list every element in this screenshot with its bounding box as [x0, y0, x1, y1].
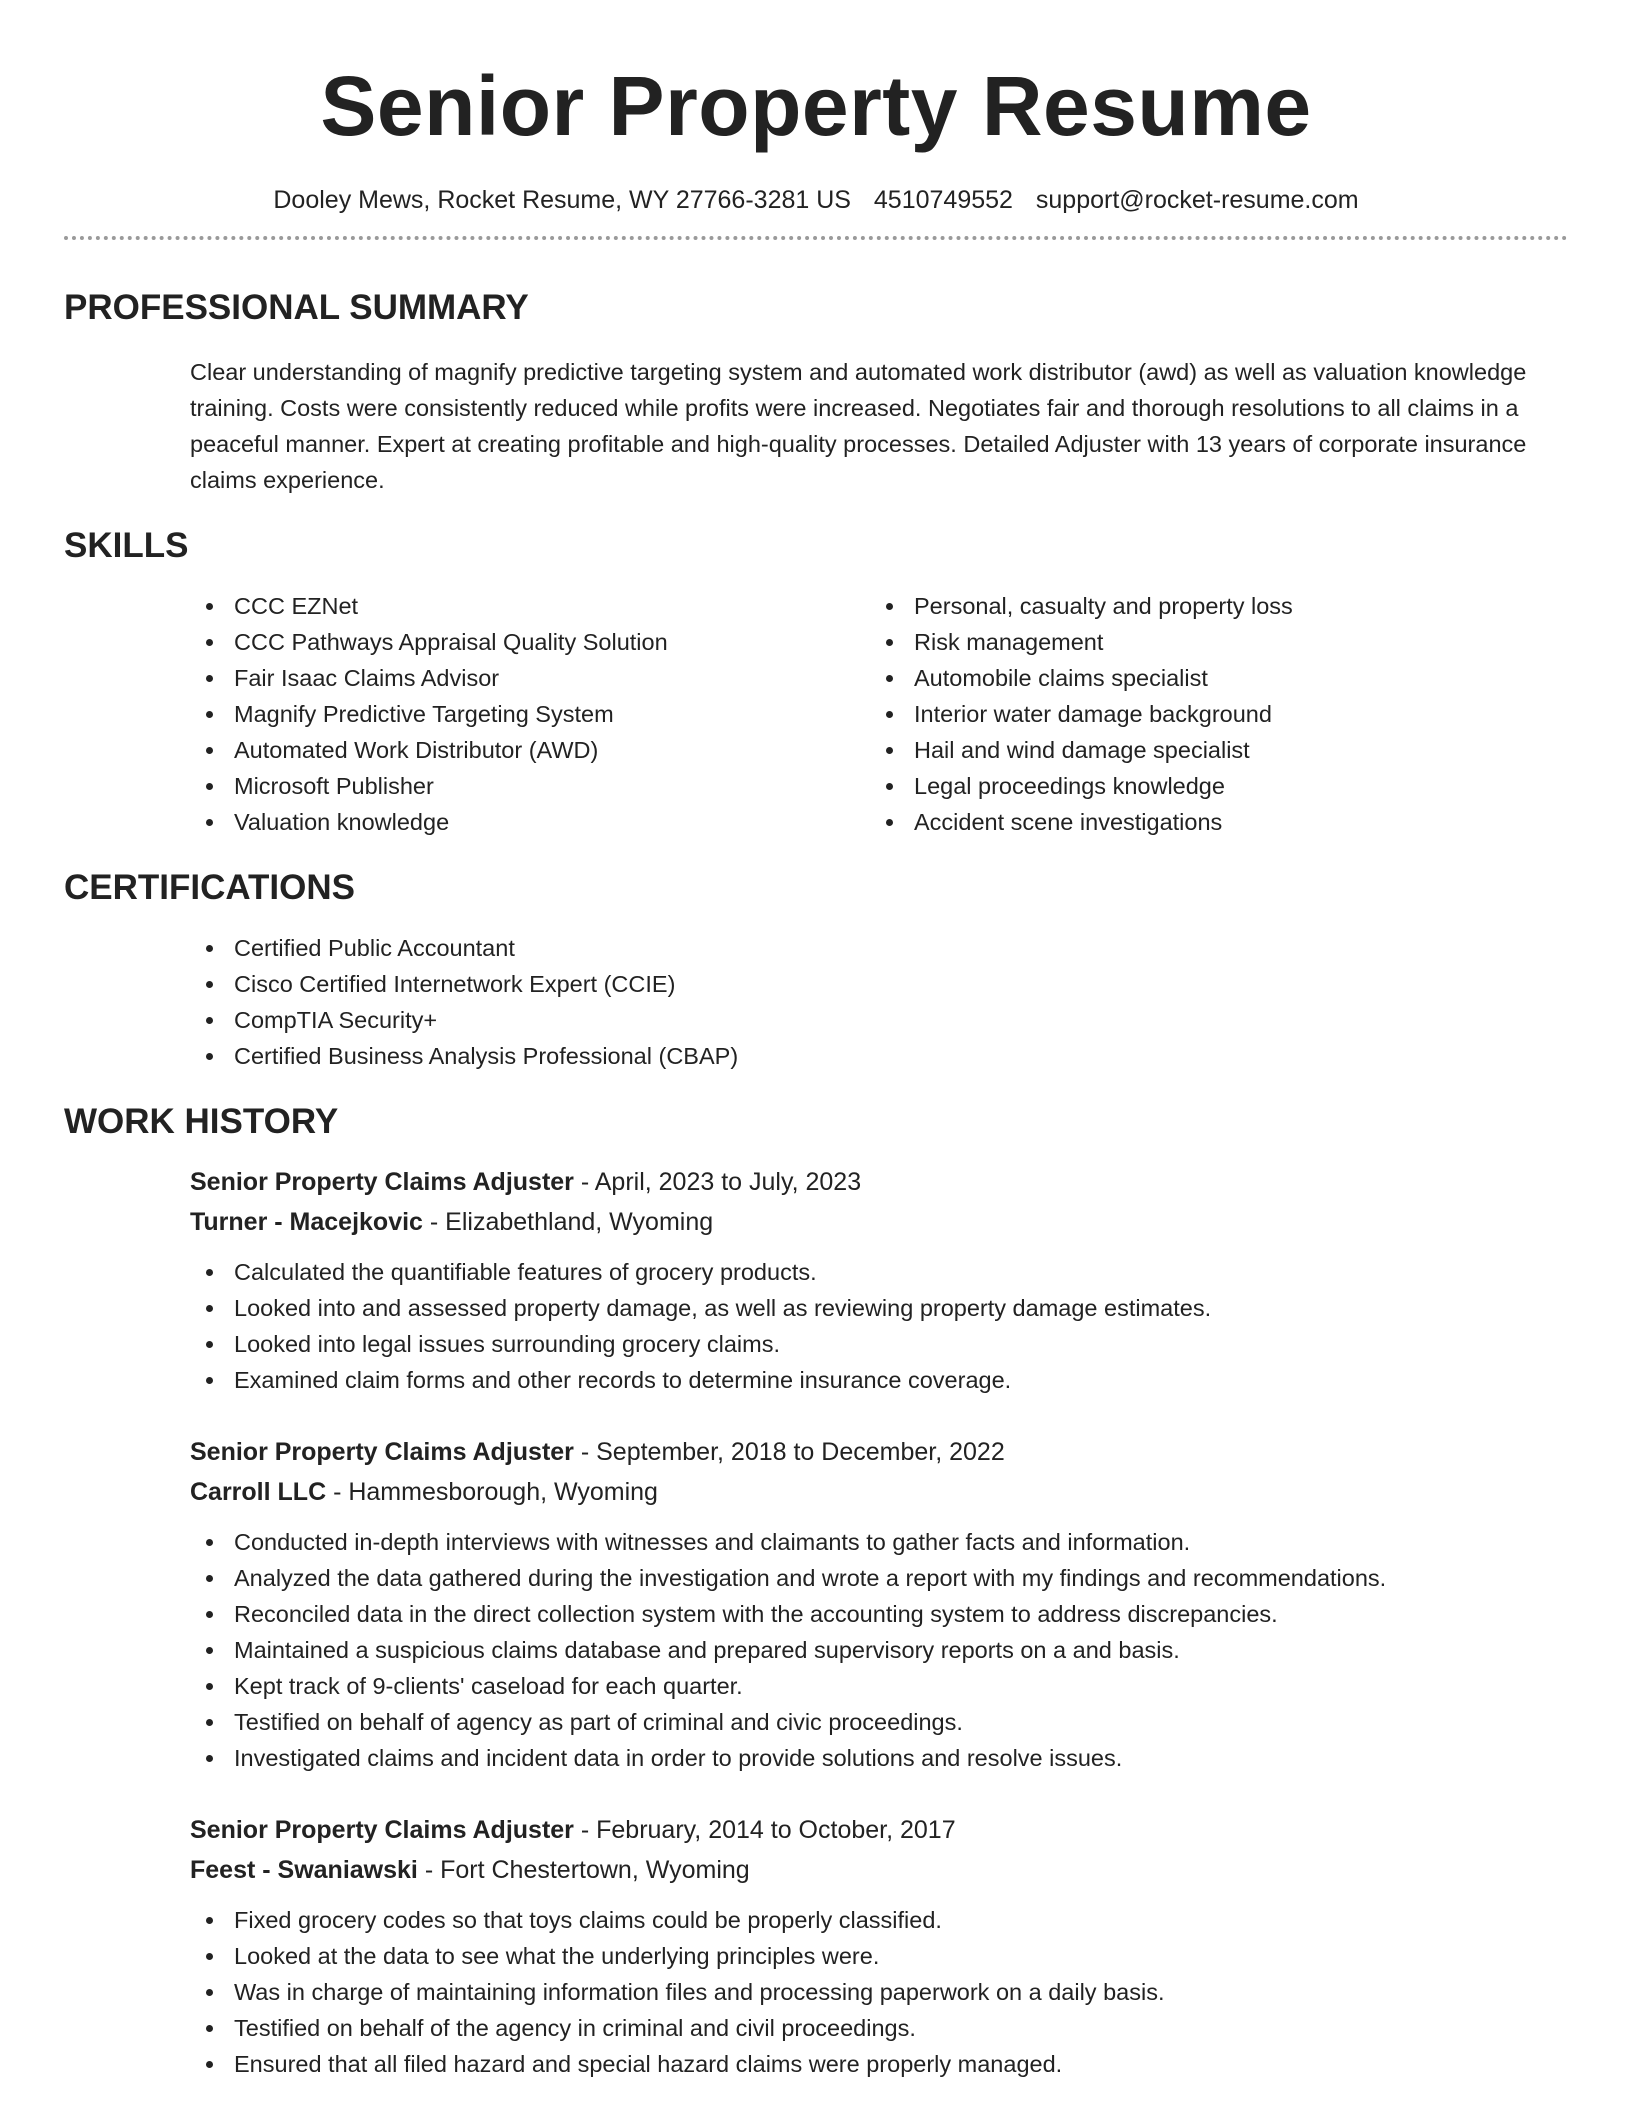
skill-item: CCC EZNet [190, 588, 870, 624]
job-title: Senior Property Claims Adjuster [190, 1816, 574, 1844]
certifications-list [190, 930, 1568, 1074]
skill-item: Personal, casualty and property loss [870, 588, 1550, 624]
skill-item: Microsoft Publisher [190, 768, 870, 804]
job-company: Turner - Macejkovic [190, 1208, 423, 1236]
section-work-history [64, 1100, 1568, 2082]
skill-item: Hail and wind damage specialist [870, 732, 1550, 768]
job-company: Carroll LLC [190, 1478, 327, 1506]
job-title-line [190, 1810, 1568, 1850]
job-title-line [190, 1432, 1568, 1472]
job-company-line [190, 1850, 1568, 1890]
job-bullets [190, 1902, 1568, 2082]
contact-line [64, 184, 1568, 216]
job-bullet: Investigated claims and incident data in order to provide solutions and resolve issues. [190, 1740, 1568, 1776]
job-bullet: Examined claim forms and other records to determine insurance coverage. [190, 1362, 1568, 1398]
section-professional-summary [64, 286, 1568, 498]
job-bullet: Analyzed the data gathered during the investigation and wrote a report with my findings and recommendations. [190, 1560, 1568, 1596]
skill-item: Interior water damage background [870, 696, 1550, 732]
skill-item: Accident scene investigations [870, 804, 1550, 840]
section-certifications [64, 866, 1568, 1074]
job-bullet: Kept track of 9-clients' caseload for each quarter. [190, 1668, 1568, 1704]
job-bullets [190, 1524, 1568, 1776]
certification-item: Certified Business Analysis Professional (CBAP) [190, 1038, 1568, 1074]
job-bullet: Looked into legal issues surrounding grocery claims. [190, 1326, 1568, 1362]
header-divider [64, 236, 1568, 240]
job-location: - Hammesborough, Wyoming [326, 1478, 658, 1506]
skill-item: Automobile claims specialist [870, 660, 1550, 696]
contact-phone: 4510749552 [873, 186, 1013, 214]
certification-item: CompTIA Security+ [190, 1002, 1568, 1038]
job-bullet: Fixed grocery codes so that toys claims could be properly classified. [190, 1902, 1568, 1938]
contact-address: Dooley Mews, Rocket Resume, WY 27766-3281 US [273, 186, 851, 214]
section-title-certifications: CERTIFICATIONS [64, 868, 356, 907]
job-entry [190, 1432, 1568, 1776]
skill-item: Valuation knowledge [190, 804, 870, 840]
skill-item: Automated Work Distributor (AWD) [190, 732, 870, 768]
certification-item: Certified Public Accountant [190, 930, 1568, 966]
skill-item: Legal proceedings knowledge [870, 768, 1550, 804]
job-company-line [190, 1202, 1568, 1242]
section-title-work-history: WORK HISTORY [64, 1102, 339, 1141]
job-title: Senior Property Claims Adjuster [190, 1438, 574, 1466]
job-bullet: Was in charge of maintaining information files and processing paperwork on a daily basis. [190, 1974, 1568, 2010]
skill-item: Magnify Predictive Targeting System [190, 696, 870, 732]
job-bullet: Testified on behalf of the agency in criminal and civil proceedings. [190, 2010, 1568, 2046]
job-bullet: Looked into and assessed property damage, as well as reviewing property damage estimates. [190, 1290, 1568, 1326]
skills-list-right [870, 588, 1550, 840]
certification-item: Cisco Certified Internetwork Expert (CCIE) [190, 966, 1568, 1002]
job-bullet: Maintained a suspicious claims database and prepared supervisory reports on a and basis. [190, 1632, 1568, 1668]
job-dates: - September, 2018 to December, 2022 [573, 1438, 1005, 1466]
job-company-line [190, 1472, 1568, 1512]
job-bullet: Calculated the quantifiable features of grocery products. [190, 1254, 1568, 1290]
job-entry [190, 1810, 1568, 2082]
job-bullet: Ensured that all filed hazard and special hazard claims were properly managed. [190, 2046, 1568, 2082]
job-dates: - February, 2014 to October, 2017 [573, 1816, 956, 1844]
job-bullet: Looked at the data to see what the underlying principles were. [190, 1938, 1568, 1974]
summary-text: Clear understanding of magnify predictive targeting system and automated work distributor (awd) as well as valuation knowledge training. Costs were consistently reduced while profits were increased. Negotiates fair and thorough resolutions to all claims in a peaceful manner. Expert at creating profitable and high-quality processes. Detailed Adjuster with 13 years of corporate insurance claims experience. [190, 359, 1527, 493]
section-skills [64, 524, 1568, 840]
skill-item: Fair Isaac Claims Advisor [190, 660, 870, 696]
skills-columns [190, 588, 1568, 840]
job-bullet: Testified on behalf of agency as part of criminal and civic proceedings. [190, 1704, 1568, 1740]
job-company: Feest - Swaniawski [190, 1856, 418, 1884]
job-bullets [190, 1254, 1568, 1398]
job-location: - Fort Chestertown, Wyoming [417, 1856, 750, 1884]
job-bullet: Reconciled data in the direct collection system with the accounting system to address discrepancies. [190, 1596, 1568, 1632]
job-title: Senior Property Claims Adjuster [190, 1168, 574, 1196]
skills-list-left [190, 588, 870, 840]
job-dates: - April, 2023 to July, 2023 [573, 1168, 862, 1196]
job-title-line [190, 1162, 1568, 1202]
skill-item: Risk management [870, 624, 1550, 660]
job-location: - Elizabethland, Wyoming [422, 1208, 714, 1236]
job-entry [190, 1162, 1568, 1398]
job-bullet: Conducted in-depth interviews with witnesses and claimants to gather facts and information. [190, 1524, 1568, 1560]
contact-email: support@rocket-resume.com [1035, 186, 1359, 214]
section-title-summary: PROFESSIONAL SUMMARY [64, 288, 529, 327]
skill-item: CCC Pathways Appraisal Quality Solution [190, 624, 870, 660]
resume-name: Senior Property Resume [320, 59, 1312, 153]
section-title-skills: SKILLS [64, 526, 189, 565]
